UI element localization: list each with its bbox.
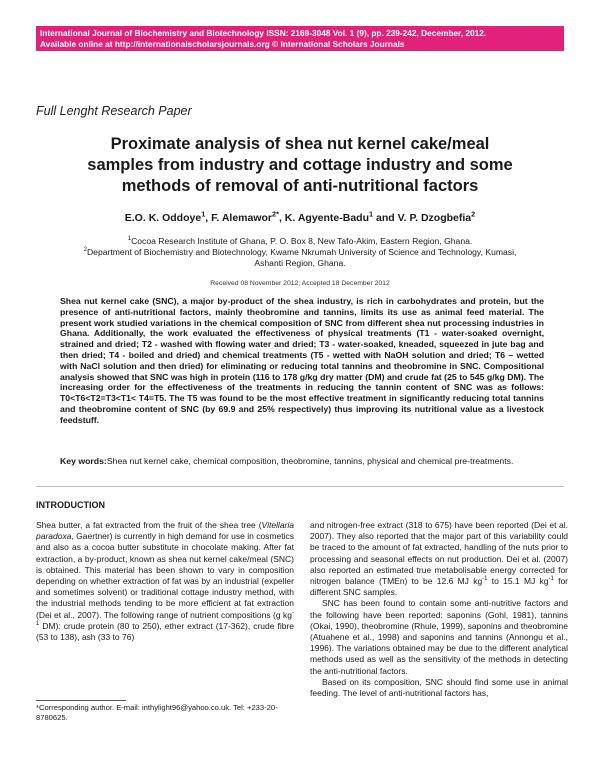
introduction-heading: INTRODUCTION: [36, 500, 105, 510]
abstract: Shea nut kernel cake (SNC), a major by-product of the shea industry, is rich in carbohydrates and protein, but the presence of anti-nutritional factors, mainly theobromine and tannins, limits its use as animal feed material. The present work studied variations in the chemical composition of SNC from different shea nut processing industries in Ghana. Additionally, the work evaluated the effectiveness of physical treatments (T1 - water-soaked overnight, strained and dried; T2 - washed with flowing water and dried; T3 - water-soaked, kneaded, squeezed in jute bag and then dried; T4 - boiled and dried) and chemical treatments (T5 - wetted with NaOH solution and dried; T6 – wetted with NaCl solution and then dried) for eliminating or reducing total tannins and theobromine in SNC. Compositional analysis showed that SNC was high in protein (116 to 178 g/kg dry matter (DM) and crude fat (25 to 545 g/kg DM). The increasing order for the effectiveness of the treatments in reducing the tannin content of SNC was as follows: T0<T6<T2=T3<T1< T4=T5. The T5 was found to be the most effective treatment in significantly reducing total tannins and theobromine content of SNC (by 69.9 and 25% respectively) thus improving its nutritional value as a livestock feedstuff.: [60, 296, 544, 425]
intro-paragraph: Shea butter, a fat extracted from the fruit of the shea tree (Vitellaria paradoxa, Gaertner) is currently in high demand for use in cosmetics and also as a cocoa butter substitute in chocolate making. After fat extraction, a by-product, known as shea nut kernel cake/meal (SNC) is obtained. This material has been shown to vary in composition depending on whether extraction of fat was by an industrial (expeller and sometimes solvent) or traditional cottage industry method, with the industrial methods tending to be more efficient at fat extraction (Dei et al., 2007). The following range of nutrient compositions (g $kg^{-1}$ DM): crude protein (80 to 250), ether extract (17-362), crude fibre (53 to 138), ash (33 to 76): [36, 520, 294, 643]
author-name: , F. Alemawor: [205, 212, 273, 224]
intro-paragraph: Based on its composition, SNC should find some use in animal feeding. The level of anti-nutritional factors has,: [310, 676, 568, 699]
journal-availability: Available online at http://internationalscholarsjournals.org © International Scholars Journals: [40, 38, 405, 49]
author-name: and V. P. Dzogbefia: [373, 212, 472, 224]
affiliations: [40, 236, 560, 269]
author-name: , K. Agyente-Badu: [278, 212, 370, 224]
affiliation-mark: 1: [201, 209, 206, 219]
affiliation-mark: 1: [369, 209, 374, 219]
affiliation-1: $^1$Cocoa Research Institute of Ghana, P. O. Box 8, New Tafo-Akim, Eastern Region, Ghana.: [127, 236, 473, 246]
species-name: Vitellaria paradoxa: [36, 520, 294, 542]
keywords-text: Shea nut kernel cake, chemical composition, theobromine, tannins, physical and chemical pre-treatments.: [106, 456, 514, 466]
article-type: Full Lenght Research Paper: [36, 104, 192, 118]
right-column: [310, 520, 568, 699]
affiliation-2: $^2$Department of Biochemistry and Biotechnology, Kwame Nkrumah University of Science and Technology, Kumasi,: [83, 247, 517, 257]
affiliation-mark: 2*: [272, 209, 279, 219]
keywords: [60, 456, 544, 467]
intro-paragraph: and nitrogen-free extract (318 to 675) have been reported (Dei et al. 2007). They also reported that the major part of this variability could be traced to the amount of fat extracted, handling of the nuts prior to processing and seasonal effects on nut production. Dei et al. (2007) also reported an estimated true metabolisable energy corrected for nitrogen balance (TMEn) to be 12.6 MJ $kg^{-1}$ to 15.1 MJ $kg^{-1}$ for different SNC samples.: [310, 520, 569, 598]
author-list: [40, 209, 560, 224]
intro-paragraph: SNC has been found to contain some anti-nutritive factors and the following have been reported: saponins (Gohl, 1981), tannins (Okai, 1990), theobromine (Rhule, 1999), saponins and theobromine (Atuahene et al., 1998) and saponins and tannins (Annongu et al., 1996). The variations obtained may be due to the different analytical methods used as well as the sensitivity of the methods in detecting the anti-nutritional factors.: [310, 598, 568, 676]
corresponding-mark: *: [276, 209, 279, 219]
footnote-divider: [36, 700, 126, 701]
received-dates: Received 08 November 2012; Accepted 18 December 2012: [210, 280, 390, 287]
title-line: samples from industry and cottage industry and some: [87, 156, 513, 174]
section-divider: [36, 486, 564, 487]
paper-title: [40, 134, 560, 197]
affiliation-mark: 2: [471, 209, 476, 219]
journal-citation: International Journal of Biochemistry and Biotechnology ISSN: 2169-3048 Vol. 1 (9), pp. 239-242, December, 2012.: [40, 28, 487, 38]
keywords-label: Key words:: [60, 456, 107, 466]
title-line: Proximate analysis of shea nut kernel cake/meal: [110, 135, 490, 153]
left-column: [36, 520, 294, 643]
journal-header-banner: [36, 26, 564, 51]
affiliation-2-continued: Ashanti Region, Ghana.: [254, 258, 346, 268]
author-name: E.O. K. Oddoye: [124, 212, 202, 224]
corresponding-author-footnote: *Corresponding author. E-mail: inthylight96@yahoo.co.uk. Tel: +233-20-8780625.: [36, 703, 278, 722]
title-line: methods of removal of anti-nutritional factors: [121, 177, 479, 195]
